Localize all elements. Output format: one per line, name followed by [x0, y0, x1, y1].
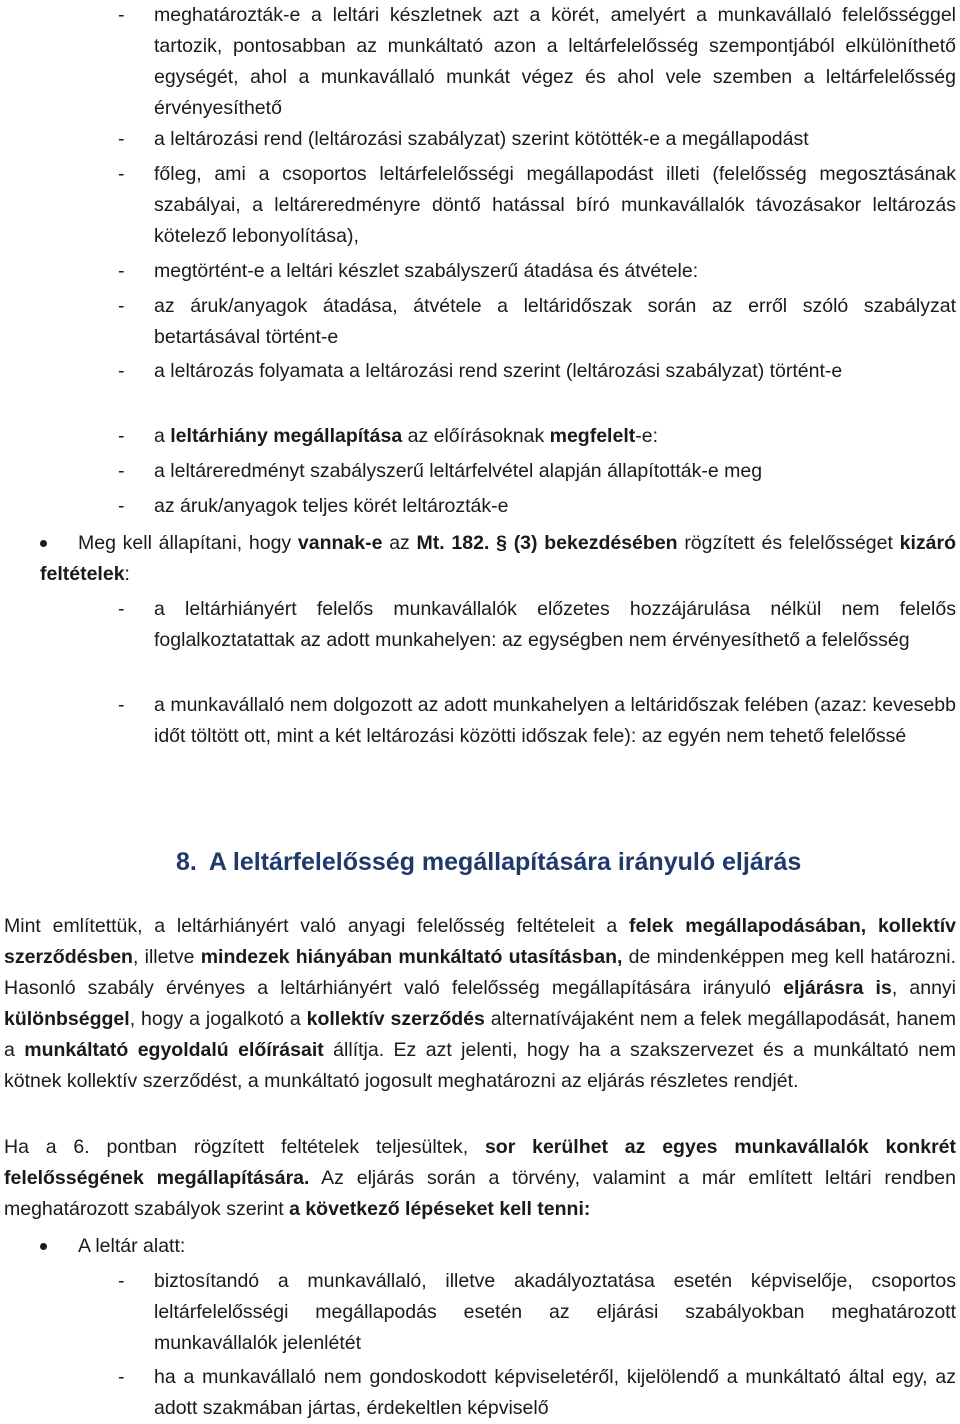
list-item-text: biztosítandó a munkavállaló, illetve akadályoztatása esetén képviselője, csoportos leltárfelelősségi megállapodás esetén az eljárási szabályokban meghatározott munkavállalók jelenlétét — [154, 1270, 956, 1354]
list-item-text: a leltározási rend (leltározási szabályzat) szerint kötötték-e a megállapodást — [154, 128, 809, 150]
dash-marker: - — [118, 163, 125, 185]
bold-text: megfelelt — [549, 425, 636, 447]
dash-marker: - — [118, 4, 125, 26]
bold-text: mindezek hiányában munkáltató utasításban, — [200, 946, 623, 968]
list-item — [118, 124, 956, 155]
list-item — [118, 1266, 956, 1359]
dash-marker: - — [118, 1366, 125, 1388]
paragraph: Mint említettük, a leltárhiányért való anyagi felelősség feltételeit a felek megállapodásában, kollektív szerződésben, illetve mindezek hiányában munkáltató utasításban, de mindenképpen meg kell határozni. Hasonló szabály érvényes a leltárhiányért való felelősség megállapítására irányuló eljárásra is, annyi különbséggel, hogy a jogalkotó a kollektív szerződés alternatívájaként nem a felek megállapodását, hanem a munkáltató egyoldalú előírásait állítja. Ez azt jelenti, hogy ha a szakszervezet és a munkáltató nem kötnek kollektív szerződést, a munkáltató jogosult meghatározni az eljárás részletes rendjét. — [4, 915, 957, 1092]
list-item-text: az áruk/anyagok teljes körét leltározták-e — [154, 495, 509, 517]
list-item-text: főleg, ami a csoportos leltárfelelősségi megállapodást illeti (felelősség megosztásának szabályai, a leltáreredményre döntő hatással bíró munkavállalók távozásakor leltározás kötelező lebonyolítása), — [154, 163, 956, 247]
list-item — [118, 690, 956, 752]
dash-marker: - — [118, 495, 125, 517]
bullet-item — [40, 1231, 956, 1262]
bold-text: leltárhiány megállapítása — [170, 425, 403, 447]
list-item — [118, 159, 956, 252]
list-item — [118, 491, 956, 522]
bold-text: munkáltató egyoldalú előírásait — [24, 1039, 324, 1061]
bold-text: a következő lépéseket kell tenni: — [289, 1198, 591, 1220]
dash-marker: - — [118, 128, 125, 150]
bullet-dot-icon — [40, 1243, 47, 1250]
list-item — [118, 421, 956, 452]
list-item — [118, 256, 956, 287]
list-item-text: az áruk/anyagok átadása, átvétele a leltáridőszak során az erről szóló szabályzat betartásával történt-e — [154, 295, 956, 348]
dash-marker: - — [118, 295, 125, 317]
dash-marker: - — [118, 694, 125, 716]
list-item-text: a munkavállaló nem dolgozott az adott munkahelyen a leltáridőszak felében (azaz: kevesebb időt töltött ott, mint a két leltározási közötti időszak fele): az egyén nem tehető felelőssé — [154, 694, 956, 747]
list-item-text: meghatározták-e a leltári készletnek azt a körét, amelyért a munkavállaló felelősséggel tartozik, pontosabban az munkáltató azon a leltárfelelősség szempontjából elkülöníthető egységét, ahol a munkavállaló munkát végez és ahol vele szemben a leltárfelelősség érvényesíthető — [154, 4, 956, 119]
bold-text: vannak-e — [297, 532, 383, 554]
bold-text: különbséggel — [4, 1008, 130, 1030]
bullet-dot-icon — [40, 540, 47, 547]
bullet-item-text: A leltár alatt: — [78, 1235, 186, 1257]
list-item — [118, 0, 956, 124]
list-item — [118, 356, 956, 387]
bold-text: Mt. 182. § (3) bekezdésében — [416, 532, 678, 554]
bullet-item-text: Meg kell állapítani, hogy vannak-e az Mt. 182. § (3) bekezdésében rögzített és felelősséget kizáró feltételek: — [40, 532, 956, 585]
paragraph: Ha a 6. pontban rögzített feltételek teljesültek, sor kerülhet az egyes munkavállalók konkrét felelősségének megállapítására. Az eljárás során a törvény, valamint a már említett leltári rendben meghatározott szabályok szerint a következő lépéseket kell tenni: — [4, 1136, 956, 1220]
dash-marker: - — [118, 360, 125, 382]
list-item-text: a leltáreredményt szabályszerű leltárfelvétel alapján állapították-e meg — [154, 460, 763, 482]
dash-marker: - — [118, 1270, 125, 1292]
bold-text: kizáró feltételek — [40, 532, 956, 585]
section-heading — [176, 844, 801, 880]
bullet-item — [40, 528, 956, 590]
dash-marker: - — [118, 598, 125, 620]
bold-text: eljárásra is — [783, 977, 892, 999]
list-item-text: a leltárhiány megállapítása az előírásoknak megfelelt-e: — [154, 425, 658, 447]
dash-marker: - — [118, 460, 125, 482]
list-item — [118, 456, 956, 487]
list-item-text: a leltározás folyamata a leltározási rend szerint (leltározási szabályzat) történt-e — [154, 360, 843, 382]
bold-text: felek megállapodásában, kollektív szerződésben — [4, 915, 957, 968]
list-item-text: megtörtént-e a leltári készlet szabályszerű átadása és átvétele: — [154, 260, 699, 282]
section-number: 8. — [176, 848, 197, 876]
list-item — [118, 291, 956, 353]
list-item — [118, 1362, 956, 1424]
dash-marker: - — [118, 260, 125, 282]
list-item-text: ha a munkavállaló nem gondoskodott képviseletéről, kijelölendő a munkáltató által egy, az adott szakmában jártas, érdekeltlen képviselő — [154, 1366, 956, 1419]
section-title: A leltárfelelősség megállapítására irányuló eljárás — [208, 848, 802, 876]
bold-text: kollektív szerződés — [306, 1008, 485, 1030]
bold-text: sor kerülhet az egyes munkavállalók konkrét felelősségének megállapítására. — [4, 1136, 956, 1189]
list-item-text: a leltárhiányért felelős munkavállalók előzetes hozzájárulása nélkül nem felelős foglalkoztatattak az adott munkahelyen: az egységben nem érvényesíthető a felelősség — [154, 598, 956, 651]
list-item — [118, 594, 956, 656]
dash-marker: - — [118, 425, 125, 447]
